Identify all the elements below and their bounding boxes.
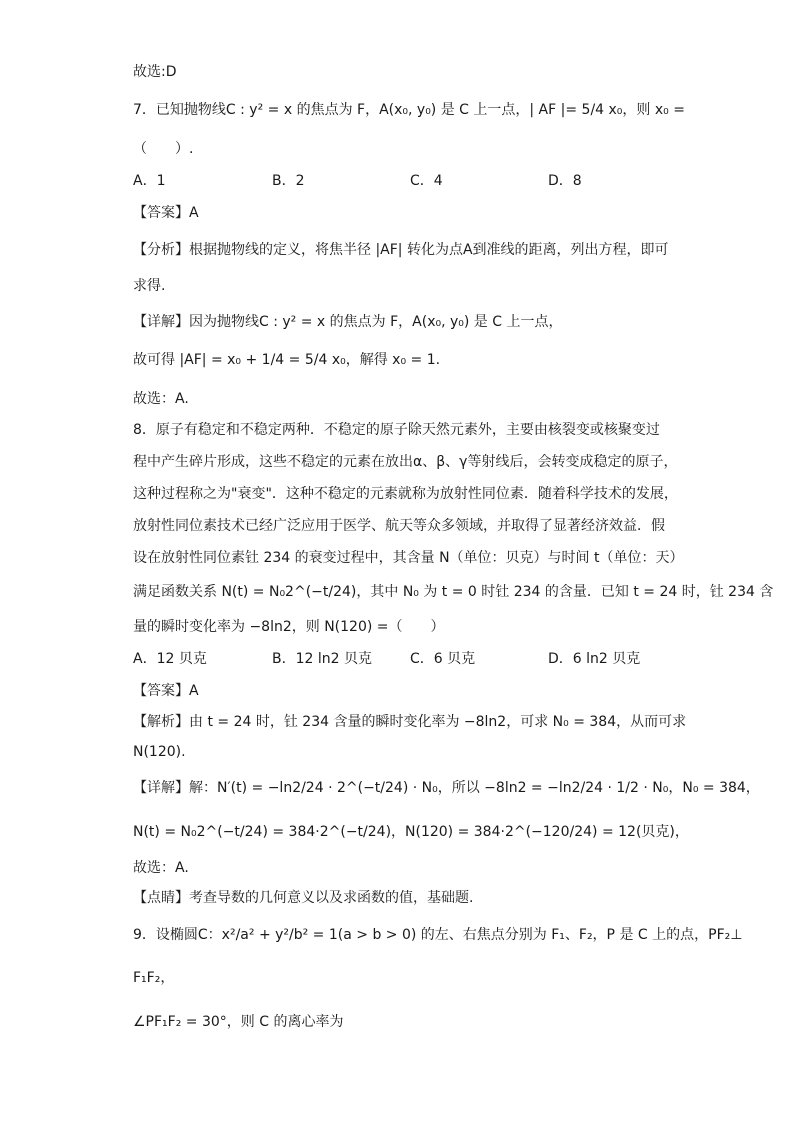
q8-option-c: C．6 贝克 xyxy=(410,651,476,667)
q7-analysis-line1: 【分析】根据抛物线的定义，将焦半径 |AF| 转化为点A到准线的距离，列出方程，即可 xyxy=(133,242,669,258)
q8-option-b: B．12 ln2 贝克 xyxy=(272,651,372,667)
q8-analysis-line1: 【解析】由 t = 24 时，钍 234 含量的瞬时变化率为 −8ln2，可求 N₀ = 384，从而可求 xyxy=(133,714,687,730)
q7-answer-choice: 故选：A. xyxy=(133,391,189,407)
q7-analysis-line2: 求得. xyxy=(133,278,166,294)
q8-detail-line1: 【详解】解：N′(t) = −ln2/24 · 2^(−t/24) · N₀，所以 −8ln2 = −ln2/24 · 1/2 · N₀，N₀ = 384， xyxy=(133,780,760,796)
q7-stem-line1: 7．已知抛物线C : y² = x 的焦点为 F，A(x₀, y₀) 是 C 上一点，| AF |= 5/4 x₀，则 x₀ = xyxy=(133,102,685,118)
q8-stem-line3: 这种过程称之为"衰变"．这种不稳定的元素就称为放射性同位素．随着科学技术的发展， xyxy=(133,486,678,502)
q8-answer: 【答案】A xyxy=(133,683,199,699)
q8-stem-line2: 程中产生碎片形成，这些不稳定的元素在放出α、β、γ等射线后，会转变成稳定的原子， xyxy=(133,454,678,470)
q9-stem-line2: F₁F₂， xyxy=(133,970,175,986)
q8-stem-line1: 8．原子有稳定和不稳定两种．不稳定的原子除天然元素外，主要由核裂变或核聚变过 xyxy=(133,422,660,438)
q8-answer-choice: 故选：A. xyxy=(133,860,189,876)
q8-option-d: D．6 ln2 贝克 xyxy=(548,651,641,667)
q7-option-a: A．1 xyxy=(133,173,166,189)
q7-option-c: C．4 xyxy=(410,173,443,189)
q9-stem-line1: 9．设椭圆C：x²/a² + y²/b² = 1(a > b > 0) 的左、右焦点分别为 F₁、F₂，P 是 C 上的点，PF₂⊥ xyxy=(133,927,743,943)
q8-analysis-line2: N(120). xyxy=(133,744,186,760)
q8-stem-line6: 满足函数关系 N(t) = N₀2^(−t/24)，其中 N₀ 为 t = 0 时钍 234 的含量．已知 t = 24 时，钍 234 含 xyxy=(133,584,774,600)
q8-option-a: A．12 贝克 xyxy=(133,651,207,667)
q7-option-d: D．8 xyxy=(548,173,582,189)
q7-option-b: B．2 xyxy=(272,173,305,189)
q8-stem-line7: 量的瞬时变化率为 −8ln2，则 N(120) =（ ） xyxy=(133,619,445,635)
q8-detail-line2: N(t) = N₀2^(−t/24) = 384·2^(−t/24)，N(120) = 384·2^(−120/24) = 12(贝克)， xyxy=(133,824,689,840)
q7-detail-line2: 故可得 |AF| = x₀ + 1/4 = 5/4 x₀，解得 x₀ = 1. xyxy=(133,352,441,368)
q8-comment: 【点睛】考查导数的几何意义以及求函数的值，基础题. xyxy=(133,890,474,906)
q7-detail-line1: 【详解】因为抛物线C : y² = x 的焦点为 F，A(x₀, y₀) 是 C 上一点， xyxy=(133,314,563,330)
q8-stem-line5: 设在放射性同位素钍 234 的衰变过程中，其含量 N（单位：贝克）与时间 t（单位：天） xyxy=(133,550,684,566)
q7-stem-line2: （ ）. xyxy=(133,141,194,157)
q8-stem-line4: 放射性同位素技术已经广泛应用于医学、航天等众多领域，并取得了显著经济效益．假 xyxy=(133,518,665,534)
q7-answer: 【答案】A xyxy=(133,205,199,221)
q6-answer-choice: 故选:D xyxy=(133,64,177,80)
q9-stem-line3: ∠PF₁F₂ = 30°，则 C 的离心率为 xyxy=(133,1014,344,1030)
